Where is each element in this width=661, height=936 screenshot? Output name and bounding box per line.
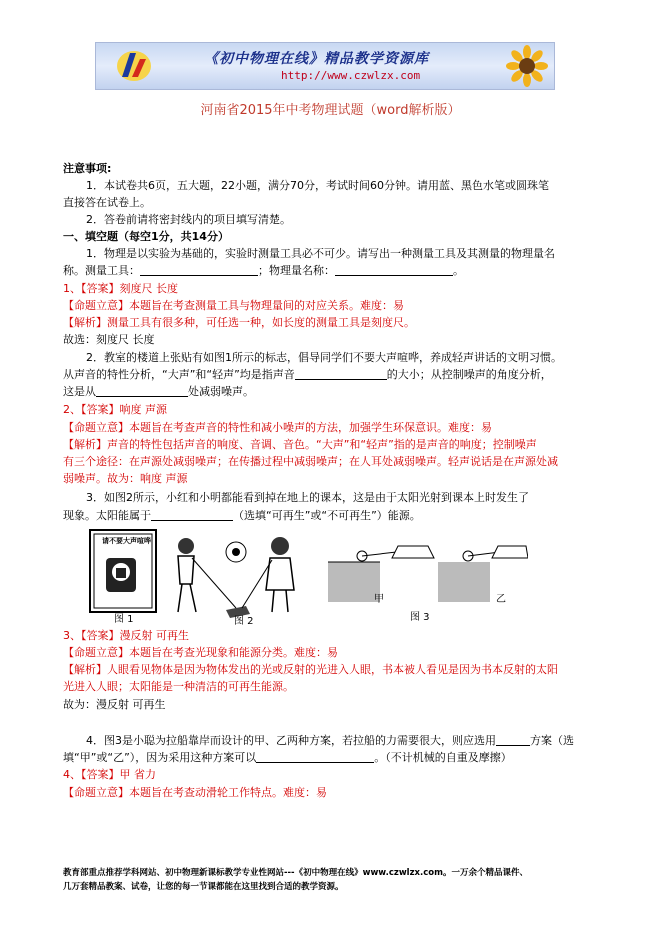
banner-title: 《初中物理在线》精品教学资源库	[204, 51, 429, 67]
sunflower-icon	[506, 45, 548, 87]
intent-4: 【命题立意】本题旨在考查动滑轮工作特点。难度：易	[63, 786, 327, 799]
section-heading: 一、填空题（每空1分，共14分）	[63, 230, 229, 243]
notice-heading: 注意事项:	[63, 162, 112, 175]
figure-3-label-a: 甲	[374, 594, 384, 605]
answer-blank[interactable]	[151, 508, 233, 521]
answer-blank[interactable]	[140, 263, 258, 276]
header-banner	[95, 42, 555, 90]
analysis-3-line1: 【解析】人眼看见物体是因为物体发出的光或反射的光进入人眼，书本被人看见是因为书本反射的太阳	[63, 663, 558, 676]
question-3-line2: 现象。太阳能属于 （选填“可再生”或“不可再生”）能源。	[63, 509, 421, 522]
notice-item-1-cont: 直接答在试卷上。	[63, 196, 151, 209]
conclusion-3: 故为：漫反射 可再生	[63, 698, 166, 711]
intent-1: 【命题立意】本题旨在考查测量工具与物理量间的对应关系。难度：易	[63, 299, 404, 312]
page-footer	[63, 866, 603, 894]
footer-line-1: 教育部重点推荐学科网站、初中物理新课标教学专业性网站---《初中物理在线》www.czwlzx.com。一万余个精品课件、	[63, 868, 528, 878]
figure-3-caption: 图 3	[410, 612, 430, 623]
intent-2: 【命题立意】本题旨在考查声音的特性和减小噪声的方法，加强学生环保意识。难度：易	[63, 421, 492, 434]
question-1-line1: 1．物理是以实验为基础的，实验时测量工具必不可少。请写出一种测量工具及其测量的物理量名	[86, 247, 555, 260]
notice-item-1: 1．本试卷共6页，五大题，22小题，满分70分，考试时间60分钟。请用蓝、黑色水笔或圆珠笔	[86, 179, 549, 192]
site-logo	[114, 47, 154, 85]
analysis-2-line2: 有三个途径：在声源处减弱噪声；在传播过程中减弱噪声；在人耳处减弱噪声。轻声说话是在声源处减	[63, 455, 558, 468]
answer-blank[interactable]	[496, 733, 530, 746]
document-title: 河南省2015年中考物理试题（word解析版）	[200, 103, 461, 118]
figures-row	[88, 528, 528, 627]
analysis-3-line2: 光进入人眼；太阳能是一种清洁的可再生能源。	[63, 680, 294, 693]
answer-2: 2、【答案】响度 声源	[63, 403, 167, 416]
answer-3: 3、【答案】漫反射 可再生	[63, 629, 189, 642]
question-2-line1: 2．教室的楼道上张贴有如图1所示的标志，倡导同学们不要大声喧哗，养成轻声讲话的文明习惯。	[86, 351, 562, 364]
question-4-line1: 4．图3是小聪为拉船靠岸而设计的甲、乙两种方案，若拉船的力需要很大，则应选用 方案（选	[86, 734, 574, 747]
answer-blank[interactable]	[256, 750, 374, 763]
notice-item-2: 2．答卷前请将密封线内的项目填写清楚。	[86, 213, 291, 226]
figure-2-caption: 图 2	[234, 616, 254, 627]
question-4-line2: 填“甲”或“乙”），因为采用这种方案可以 。（不计机械的自重及摩擦）	[63, 751, 512, 764]
question-3-line1: 3．如图2所示，小红和小明都能看到掉在地上的课本，这是由于太阳光射到课本上时发生了	[86, 491, 529, 504]
question-2-line2: 从声音的特性分析，“大声”和“轻声”均是指声音 的大小；从控制噪声的角度分析，	[63, 368, 552, 381]
figure-1-sign-text: 请不要大声喧哗	[102, 537, 151, 545]
conclusion-1: 故选：刻度尺 长度	[63, 333, 155, 346]
figure-3-label-b: 乙	[496, 594, 506, 605]
intent-3: 【命题立意】本题旨在考查光现象和能源分类。难度：易	[63, 646, 338, 659]
footer-line-2: 几万套精品教案、试卷，让您的每一节课都能在这里找到合适的教学资源。	[63, 882, 344, 892]
question-1-line2: 称。测量工具： ；物理量名称： 。	[63, 264, 464, 277]
answer-1: 1、【答案】刻度尺 长度	[63, 282, 178, 295]
banner-url[interactable]: http://www.czwlzx.com	[281, 69, 421, 82]
answer-4: 4、【答案】甲 省力	[63, 768, 156, 781]
answer-blank[interactable]	[335, 263, 453, 276]
analysis-2-line3: 弱噪声。故为：响度 声源	[63, 472, 188, 485]
analysis-1: 【解析】测量工具有很多种，可任选一种，如长度的测量工具是刻度尺。	[63, 316, 415, 329]
answer-blank[interactable]	[96, 384, 188, 397]
question-2-line3: 这是从 处减弱噪声。	[63, 385, 254, 398]
figures-illustration	[88, 528, 528, 624]
figure-1-caption: 图 1	[114, 614, 134, 625]
analysis-2-line1: 【解析】声音的特性包括声音的响度、音调、音色。“大声”和“轻声”指的是声音的响度；控制噪声	[63, 438, 537, 451]
answer-blank[interactable]	[295, 367, 387, 380]
